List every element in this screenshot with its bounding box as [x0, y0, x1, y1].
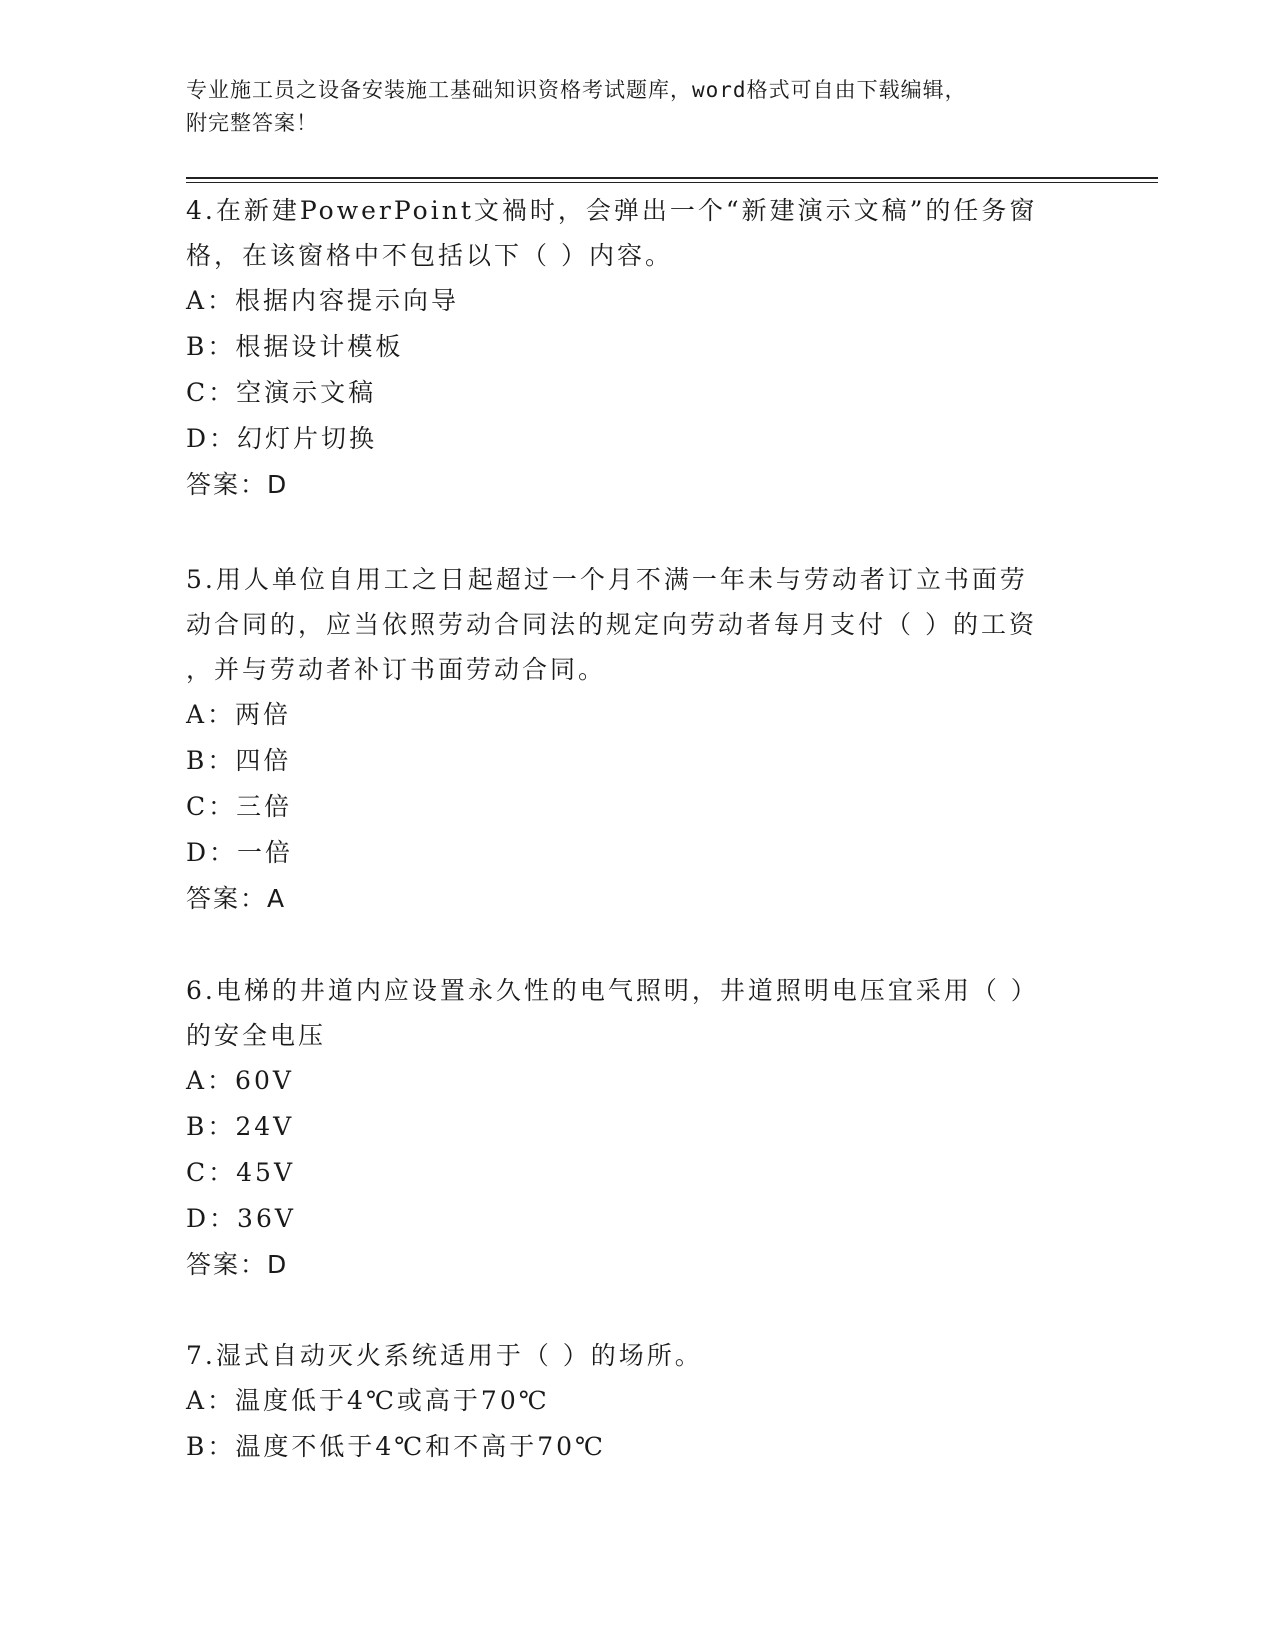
option-a: A：根据内容提示向导 — [186, 286, 460, 315]
question-5 — [186, 557, 1086, 922]
document-header — [186, 74, 1086, 140]
option-c: C：三倍 — [186, 792, 293, 821]
option-a: A：两倍 — [186, 700, 292, 729]
option-d: D：幻灯片切换 — [186, 424, 378, 453]
question-text: 7.湿式自动灭火系统适用于（ ）的场所。 — [186, 1341, 703, 1370]
header-rule-thick — [186, 177, 1158, 179]
header-line-2: 附完整答案！ — [186, 111, 318, 135]
option-a: A：温度低于4℃或高于70℃ — [186, 1386, 550, 1415]
question-text: 6.电梯的井道内应设置永久性的电气照明，井道照明电压宜采用（ ） — [186, 976, 1039, 1005]
option-b: B：根据设计模板 — [186, 332, 404, 361]
question-4 — [186, 188, 1086, 508]
question-7 — [186, 1333, 1086, 1470]
option-c: C：45V — [186, 1158, 295, 1187]
answer: 答案：A — [186, 884, 287, 913]
option-b: B：四倍 — [186, 746, 292, 775]
question-6 — [186, 968, 1086, 1288]
option-c: C：空演示文稿 — [186, 378, 377, 407]
answer: 答案：D — [186, 470, 289, 499]
option-d: D：一倍 — [186, 838, 294, 867]
option-b: B：温度不低于4℃和不高于70℃ — [186, 1432, 607, 1461]
question-text: 格，在该窗格中不包括以下（ ）内容。 — [186, 241, 673, 270]
question-text: 4.在新建PowerPoint文禍时，会弹出一个“新建演示文稿”的任务窗 — [186, 196, 1038, 225]
option-a: A：60V — [186, 1066, 294, 1095]
question-text: 动合同的，应当依照劳动合同法的规定向劳动者每月支付（ ）的工资 — [186, 610, 1037, 639]
question-text: 5.用人单位自用工之日起超过一个月不满一年未与劳动者订立书面劳 — [186, 565, 1028, 594]
option-b: B：24V — [186, 1112, 295, 1141]
option-d: D：36V — [186, 1204, 296, 1233]
question-text: 的安全电压 — [186, 1021, 327, 1050]
header-line-1: 专业施工员之设备安装施工基础知识资格考试题库，word格式可自由下载编辑， — [186, 78, 967, 102]
header-rule-thin — [186, 182, 1158, 183]
question-text: ，并与劳动者补订书面劳动合同。 — [186, 655, 607, 684]
answer: 答案：D — [186, 1250, 289, 1279]
